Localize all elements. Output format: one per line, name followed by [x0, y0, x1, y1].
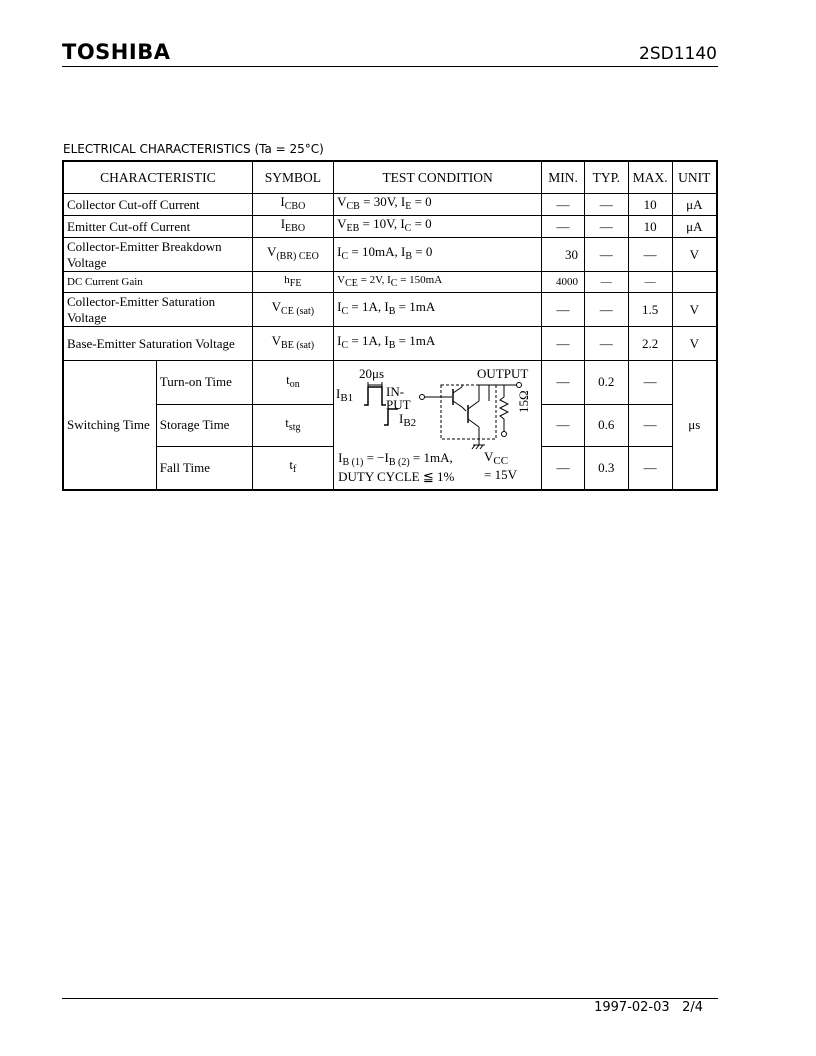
footer-date: 1997-02-03 [594, 1000, 670, 1015]
vcc-terminal [502, 432, 507, 437]
condition-cell: $I_C = 1A$, $I_B = 1mA$ [334, 327, 542, 361]
min-cell: 30 [542, 238, 585, 272]
symbol-cell [252, 293, 333, 327]
output-terminal [517, 383, 522, 388]
symbol-text: I [280, 194, 285, 209]
condition-cell: $I_C = 1A$, $I_B = 1mA$ [334, 293, 542, 327]
condition-cell: $V_{CB} = 30V$, $I_E = 0$ [334, 194, 542, 216]
symbol-cell [252, 194, 333, 216]
input-pulse-waveform [364, 387, 386, 405]
symbol-cell [252, 216, 333, 238]
circuit-condition-line-1: $I_{B (1)} = -I_{B (2)} = 1mA$, [338, 450, 453, 468]
unit-cell: V [672, 327, 717, 361]
resistor-label: 15Ω [516, 390, 532, 413]
min-cell: — [542, 327, 585, 361]
column-header: SYMBOL [252, 161, 333, 194]
characteristic-cell: Collector-Emitter Saturation Voltage [63, 293, 252, 327]
output-label: OUTPUT [477, 366, 529, 381]
transistor-2-collector [468, 401, 479, 409]
symbol-subscript: EBO [285, 223, 306, 234]
max-cell: — [628, 446, 672, 490]
table-row-switching [63, 361, 717, 405]
vcc-value: = 15V [484, 467, 518, 482]
table-row [63, 327, 717, 361]
input-label-2: PUT [386, 397, 411, 412]
switching-item-name: Turn-on Time [156, 361, 252, 405]
column-header: TYP. [584, 161, 628, 194]
typ-cell: — [584, 272, 628, 293]
unit-cell: μA [672, 216, 717, 238]
column-header: MIN. [542, 161, 585, 194]
max-cell: 1.5 [628, 293, 672, 327]
characteristic-cell: Base-Emitter Saturation Voltage [63, 327, 252, 361]
typ-cell: — [584, 327, 628, 361]
symbol-text: V [271, 299, 282, 314]
unit-cell: V [672, 293, 717, 327]
unit-cell: V [672, 238, 717, 272]
unit-cell [672, 272, 717, 293]
symbol-cell [252, 361, 333, 405]
test-circuit-cell [334, 361, 542, 491]
max-cell: — [628, 361, 672, 405]
typ-cell: 0.6 [584, 404, 628, 446]
symbol-text: V [266, 244, 277, 259]
column-header: TEST CONDITION [334, 161, 542, 194]
part-number: 2SD1140 [639, 44, 717, 64]
min-cell: — [542, 293, 585, 327]
symbol-subscript: (BR) CEO [276, 251, 319, 262]
symbol-cell [252, 272, 333, 293]
switching-item-name: Fall Time [156, 446, 252, 490]
symbol-text: t [285, 414, 289, 430]
symbol-subscript: FE [289, 278, 302, 289]
symbol-text: t [286, 371, 290, 387]
min-cell: 4000 [542, 272, 585, 293]
max-cell: — [628, 404, 672, 446]
switching-group-label: Switching Time [63, 361, 156, 491]
condition-cell: $V_{CE} = 2V$, $I_C = 150mA$ [334, 272, 542, 293]
max-cell: 10 [628, 194, 672, 216]
unit-cell: μA [672, 194, 717, 216]
circuit-condition-line-2: DUTY CYCLE ≦ 1% [338, 469, 455, 484]
symbol-cell [252, 446, 333, 490]
condition-cell: $I_C = 10mA$, $I_B = 0$ [334, 238, 542, 272]
ib1-label: $I_{B1}$ [336, 386, 354, 404]
transistor-2-emitter [468, 419, 479, 427]
table-row [63, 194, 717, 216]
symbol-text: V [271, 333, 282, 348]
max-cell: — [628, 272, 672, 293]
typ-cell: 0.3 [584, 446, 628, 490]
symbol-subscript: on [289, 378, 300, 390]
footer-rule [62, 998, 718, 999]
section-title: ELECTRICAL CHARACTERISTICS (Ta = 25°C) [63, 142, 324, 156]
vcc-label: $V_{CC}$ [484, 449, 509, 467]
typ-cell: — [584, 238, 628, 272]
unit-cell: μs [672, 361, 717, 491]
symbol-cell [252, 327, 333, 361]
condition-cell: $V_{EB} = 10V$, $I_C = 0$ [334, 216, 542, 238]
pulse-width-label: 20μs [359, 366, 385, 381]
column-header: UNIT [672, 161, 717, 194]
typ-cell: 0.2 [584, 361, 628, 405]
switching-item-name: Storage Time [156, 404, 252, 446]
electrical-characteristics-table [62, 160, 718, 491]
table-row [63, 272, 717, 293]
characteristic-cell: Emitter Cut-off Current [63, 216, 252, 238]
symbol-text: h [284, 274, 290, 286]
input-label-1: IN- [386, 384, 405, 399]
symbol-cell [252, 238, 333, 272]
characteristic-cell: Collector Cut-off Current [63, 194, 252, 216]
table-row [63, 293, 717, 327]
ib2-label: $I_{B2}$ [399, 411, 417, 429]
darlington-link [462, 407, 466, 411]
load-resistor [500, 385, 508, 431]
symbol-subscript: f [293, 464, 297, 476]
table-header-row [63, 161, 717, 194]
min-cell: — [542, 446, 585, 490]
typ-cell: — [584, 216, 628, 238]
table-row [63, 216, 717, 238]
max-cell: 2.2 [628, 327, 672, 361]
brand-logo: TOSHIBA [62, 40, 171, 64]
footer-page: 2/4 [682, 1000, 703, 1015]
table-row [63, 238, 717, 272]
circuit-condition [338, 451, 454, 484]
max-cell: 10 [628, 216, 672, 238]
header-rule [62, 66, 718, 67]
min-cell: — [542, 216, 585, 238]
symbol-text: t [289, 457, 294, 473]
symbol-subscript: CE (sat) [281, 306, 315, 317]
min-cell: — [542, 404, 585, 446]
column-header: MAX. [628, 161, 672, 194]
symbol-cell [252, 404, 333, 446]
symbol-text: I [280, 216, 286, 231]
transistor-1-emitter [453, 401, 462, 407]
characteristic-cell: Collector-Emitter Breakdown Voltage [63, 238, 252, 272]
max-cell: — [628, 238, 672, 272]
footer-info [594, 1000, 703, 1015]
column-header: CHARACTERISTIC [63, 161, 252, 194]
input-terminal [420, 395, 425, 400]
characteristic-cell: DC Current Gain [63, 272, 252, 293]
min-cell: — [542, 194, 585, 216]
typ-cell: — [584, 194, 628, 216]
symbol-subscript: BE (sat) [281, 340, 315, 351]
min-cell: — [542, 361, 585, 405]
typ-cell: — [584, 293, 628, 327]
transistor-1-collector [453, 387, 462, 393]
symbol-subscript: CBO [284, 201, 306, 212]
symbol-subscript: stg [288, 421, 301, 433]
